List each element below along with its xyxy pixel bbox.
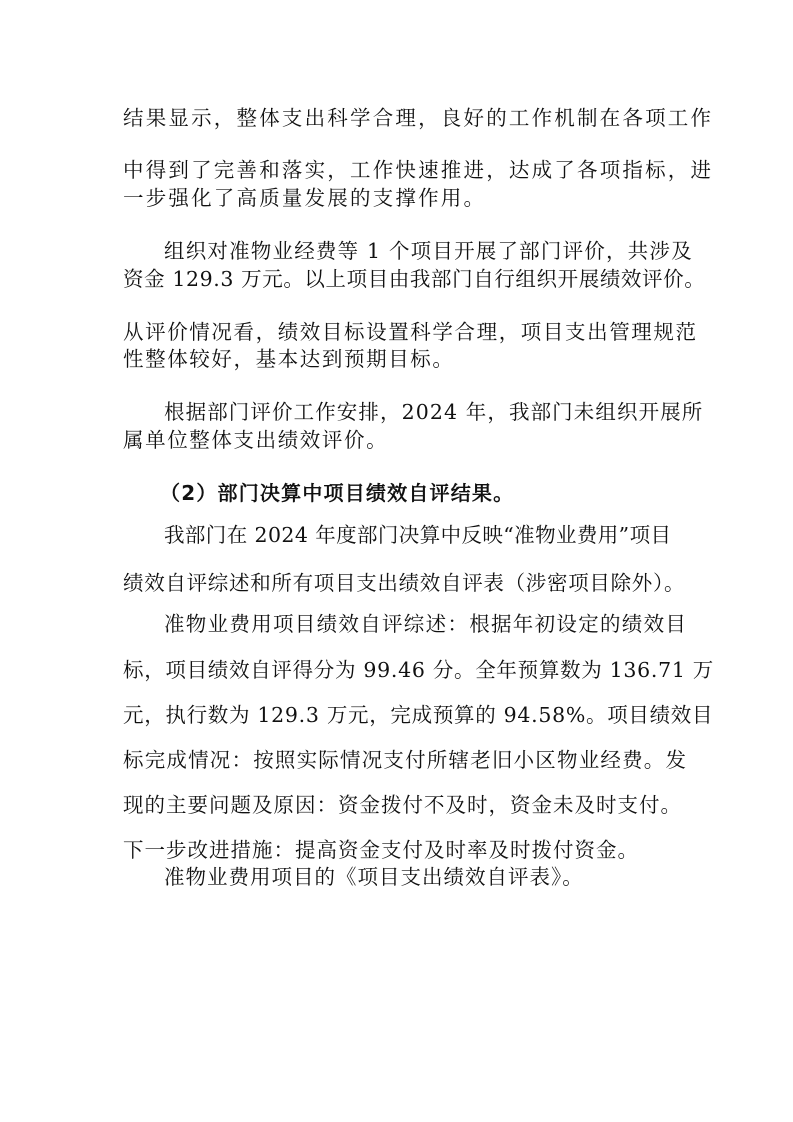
paragraph-line: 准物业费用项目绩效自评综述：根据年初设定的绩效目 (164, 612, 688, 636)
paragraph-line: 结果显示，整体支出科学合理，良好的工作机制在各项工作 (123, 106, 714, 130)
paragraph-line: 组织对准物业经费等 1 个项目开展了部门评价，共涉及 (164, 239, 693, 263)
paragraph-line: 准物业费用项目的《项目支出绩效自评表》。 (164, 865, 584, 889)
paragraph-line: 性整体较好，基本达到预期目标。 (123, 347, 455, 371)
paragraph-line: 标，项目绩效自评得分为 99.46 分。全年预算数为 136.71 万 (123, 658, 714, 682)
paragraph-line: 从评价情况看，绩效目标设置科学合理，项目支出管理规范 (123, 320, 698, 344)
section-heading: （2）部门决算中项目绩效自评结果。 (160, 481, 515, 505)
paragraph-line: 下一步改进措施：提高资金支付及时率及时拨付资金。 (123, 838, 639, 862)
paragraph-line: 绩效自评综述和所有项目支出绩效自评表（涉密项目除外）。 (123, 571, 686, 595)
paragraph-line: 中得到了完善和落实，工作快速推进，达成了各项指标，进 (123, 158, 714, 182)
paragraph-line: 一步强化了高质量发展的支撑作用。 (123, 186, 487, 210)
paragraph-line: 标完成情况：按照实际情况支付所辖老旧小区物业经费。发 (123, 748, 688, 772)
paragraph-line: 元，执行数为 129.3 万元，完成预算的 94.58%。项目绩效目 (123, 703, 714, 727)
paragraph-line: 现的主要问题及原因：资金拨付不及时，资金未及时支付。 (123, 793, 682, 817)
paragraph-line: 根据部门评价工作安排，2024 年，我部门未组织开展所 (164, 400, 704, 424)
paragraph-line: 资金 129.3 万元。以上项目由我部门自行组织开展绩效评价。 (123, 267, 706, 291)
paragraph-line: 属单位整体支出绩效评价。 (123, 428, 389, 452)
paragraph-line: 我部门在 2024 年度部门决算中反映“准物业费用”项目 (164, 523, 672, 547)
